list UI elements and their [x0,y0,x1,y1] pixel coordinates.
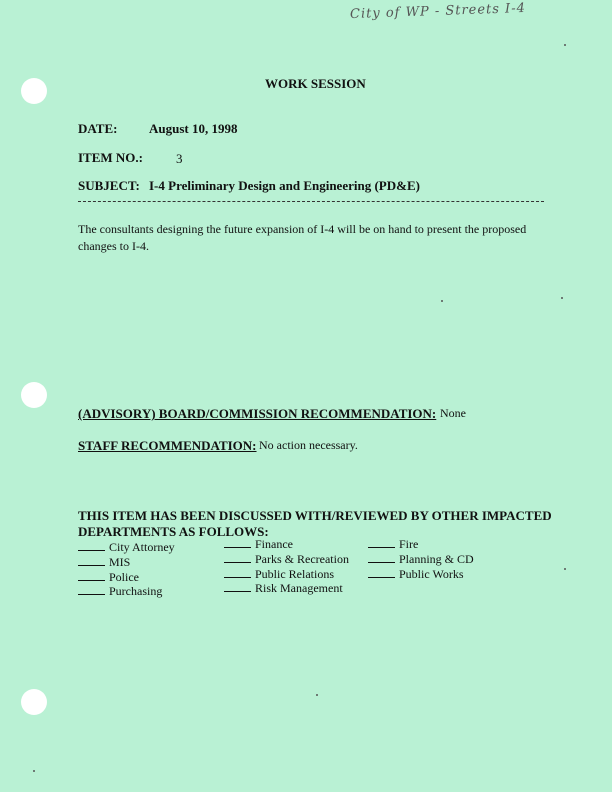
checkoff-blank [224,591,251,592]
dept-parks-recreation [224,552,349,567]
departments-heading-1: THIS ITEM HAS BEEN DISCUSSED WITH/REVIEWED BY OTHER IMPACTED [78,508,552,523]
dept-planning-cd [368,552,474,567]
body-line-2: changes to I-4. [78,239,149,253]
departments-heading-2: DEPARTMENTS AS FOLLOWS: [78,524,269,539]
checkoff-blank [78,550,105,551]
page-title: WORK SESSION [265,76,366,91]
dept-label: Purchasing [109,584,163,598]
dept-label: MIS [109,555,131,569]
binder-hole-middle [21,382,47,408]
checkoff-blank [78,580,105,581]
dept-purchasing [78,584,162,599]
subject-value: I-4 Preliminary Design and Engineering (PD&E) [149,178,420,193]
staff-value: No action necessary. [259,438,358,452]
scan-speck [564,568,566,570]
dept-label: Parks & Recreation [255,552,349,566]
checkoff-blank [78,594,105,595]
checkoff-blank [368,577,395,578]
checkoff-blank [78,565,105,566]
dashed-divider [78,201,544,202]
handwritten-annotation: City of WP - Streets I-4 [349,0,527,23]
subject-label: SUBJECT: [78,178,140,193]
dept-public-works [368,567,463,582]
checkoff-blank [224,562,251,563]
advisory-value: None [440,406,466,420]
binder-hole-top [21,78,47,104]
dept-label: Public Works [399,567,464,581]
dept-label: Public Relations [255,567,334,581]
scan-speck [561,297,563,299]
checkoff-blank [368,547,395,548]
checkoff-blank [224,577,251,578]
body-line-1: The consultants designing the future expansion of I-4 will be on hand to present the proposed [78,222,527,236]
item-label: ITEM NO.: [78,150,143,165]
dept-label: Planning & CD [399,552,474,566]
dept-fire [368,537,418,552]
checkoff-blank [224,547,251,548]
checkoff-blank [368,562,395,563]
scan-speck [33,770,35,772]
item-value: 3 [176,151,183,166]
dept-police [78,570,139,585]
dept-label: Fire [399,537,419,551]
binder-hole-bottom [21,689,47,715]
staff-label: STAFF RECOMMENDATION: [78,438,257,453]
dept-public-relations [224,567,334,582]
date-label: DATE: [78,121,118,136]
dept-finance [224,537,293,552]
dept-label: Finance [255,537,293,551]
scan-speck [316,694,318,696]
advisory-label: (ADVISORY) BOARD/COMMISSION RECOMMENDATION: [78,406,437,421]
dept-label: Risk Management [255,581,343,595]
date-value: August 10, 1998 [149,121,238,136]
scan-speck [441,300,443,302]
dept-label: Police [109,570,139,584]
dept-risk-management [224,581,343,596]
dept-mis [78,555,130,570]
dept-city-attorney [78,540,175,555]
scan-speck [564,44,566,46]
dept-label: City Attorney [109,540,175,554]
